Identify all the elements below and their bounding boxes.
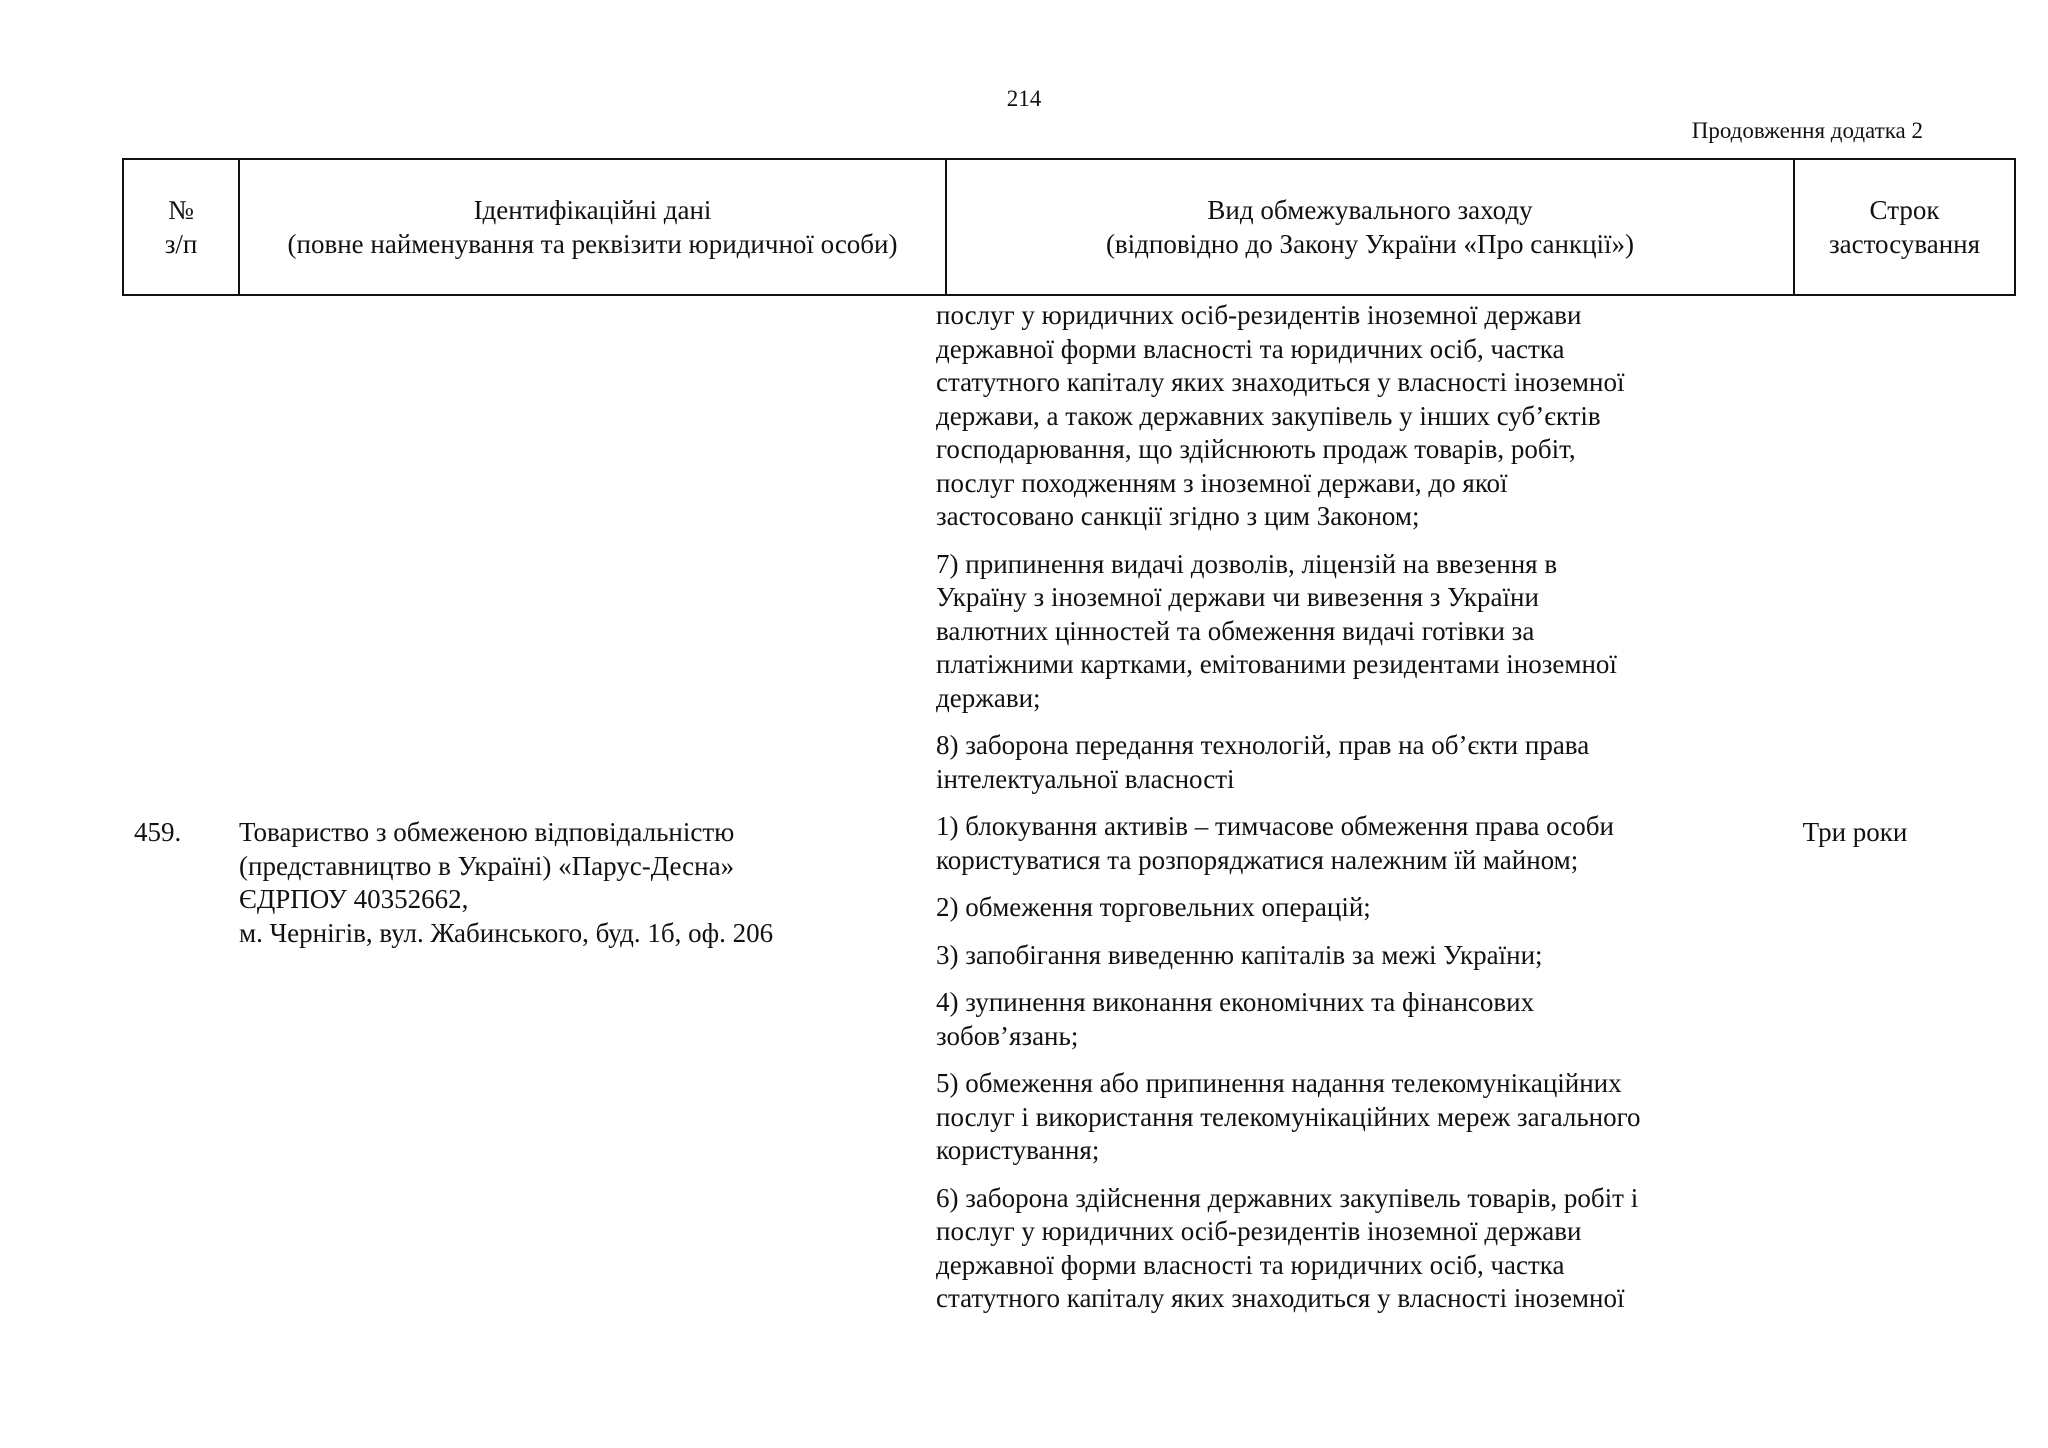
text-line: 2) обмеження торговельних операцій; — [936, 892, 1371, 922]
header-ident-cell — [239, 159, 946, 295]
measure-paragraph — [936, 548, 1736, 716]
continuation-label: Продовження додатка 2 — [1691, 118, 1923, 143]
text-line: держави; — [936, 682, 1041, 713]
sanctions-table-header — [122, 158, 2016, 296]
ident-line: ЄДРПОУ 40352662, — [239, 884, 469, 914]
ident-line: м. Чернігів, вул. Жабинського, буд. 1б, оф. 206 — [239, 917, 774, 948]
header-number-line: № — [168, 195, 194, 225]
text-line: Україну з іноземної держави чи вивезення з України — [936, 582, 1539, 612]
text-line: державної форми власності та юридичних осіб, частка — [936, 333, 1565, 364]
text-line: застосовано санкції згідно з цим Законом; — [936, 501, 1420, 531]
text-line: 5) обмеження або припинення надання телекомунікаційних — [936, 1068, 1622, 1098]
measure-paragraph — [936, 729, 1736, 796]
text-line: господарювання, що здійснюють продаж товарів, робіт, — [936, 434, 1576, 464]
text-line: 7) припинення видачі дозволів, ліцензій на ввезення в — [936, 548, 1558, 579]
header-ident-line: (повне найменування та реквізити юридичної особи) — [287, 229, 898, 259]
measure-paragraph — [936, 810, 1736, 877]
text-line: 6) заборона здійснення державних закупівель товарів, робіт і — [936, 1182, 1639, 1213]
header-measure-line: Вид обмежувального заходу — [1207, 195, 1533, 225]
entry-ident — [239, 816, 919, 950]
measure-paragraph — [936, 986, 1736, 1053]
text-line: послуг і використання телекомунікаційних мереж загального — [936, 1101, 1641, 1132]
ident-line: (представництво в Україні) «Парус-Десна» — [239, 850, 735, 881]
entry-number: 459. — [134, 817, 182, 847]
measure-paragraph — [936, 891, 1736, 925]
header-term-line: Строк — [1869, 195, 1940, 225]
text-line: 8) заборона передання технологій, прав на об’єкти права — [936, 730, 1590, 760]
text-line: статутного капіталу яких знаходиться у власності іноземної — [936, 1283, 1625, 1313]
text-line: 1) блокування активів – тимчасове обмеження права особи — [936, 811, 1614, 841]
text-line: інтелектуальної власності — [936, 763, 1235, 794]
text-line: послуг у юридичних осіб-резидентів іноземної держави — [936, 1216, 1582, 1246]
entry-term: Три роки — [1802, 817, 1908, 847]
text-line: зобов’язань; — [936, 1020, 1079, 1051]
header-measure-cell — [946, 159, 1794, 295]
header-measure-line: (відповідно до Закону України «Про санкції») — [1105, 229, 1635, 259]
text-line: 3) запобігання виведенню капіталів за межі України; — [936, 939, 1543, 970]
measure-paragraph — [936, 1067, 1736, 1168]
header-number-line: з/п — [164, 229, 198, 259]
page-number: 214 — [1006, 86, 1042, 111]
measure-paragraph — [936, 299, 1736, 534]
text-line: користування; — [936, 1135, 1100, 1165]
text-line: послуг походженням з іноземної держави, до якої — [936, 467, 1508, 498]
measure-paragraph — [936, 939, 1736, 973]
header-number-cell — [123, 159, 239, 295]
text-line: платіжними картками, емітованими резидентами іноземної — [936, 649, 1617, 679]
text-line: державної форми власності та юридичних осіб, частка — [936, 1249, 1565, 1280]
header-ident-line: Ідентифікаційні дані — [473, 195, 712, 225]
text-line: статутного капіталу яких знаходиться у власності іноземної — [936, 367, 1625, 397]
header-term-line: застосування — [1828, 229, 1981, 259]
ident-line: Товариство з обмеженою відповідальністю — [239, 817, 735, 847]
measure-paragraph — [936, 1182, 1736, 1316]
text-line: держави, а також державних закупівель у інших суб’єктів — [936, 400, 1601, 431]
text-line: валютних цінностей та обмеження видачі готівки за — [936, 615, 1535, 646]
text-line: користуватися та розпоряджатися належним їй майном; — [936, 844, 1579, 875]
text-line: 4) зупинення виконання економічних та фінансових — [936, 987, 1535, 1017]
measures-column — [936, 299, 1736, 1330]
header-row — [123, 159, 2015, 295]
header-term-cell — [1794, 159, 2015, 295]
text-line: послуг у юридичних осіб-резидентів іноземної держави — [936, 300, 1582, 330]
